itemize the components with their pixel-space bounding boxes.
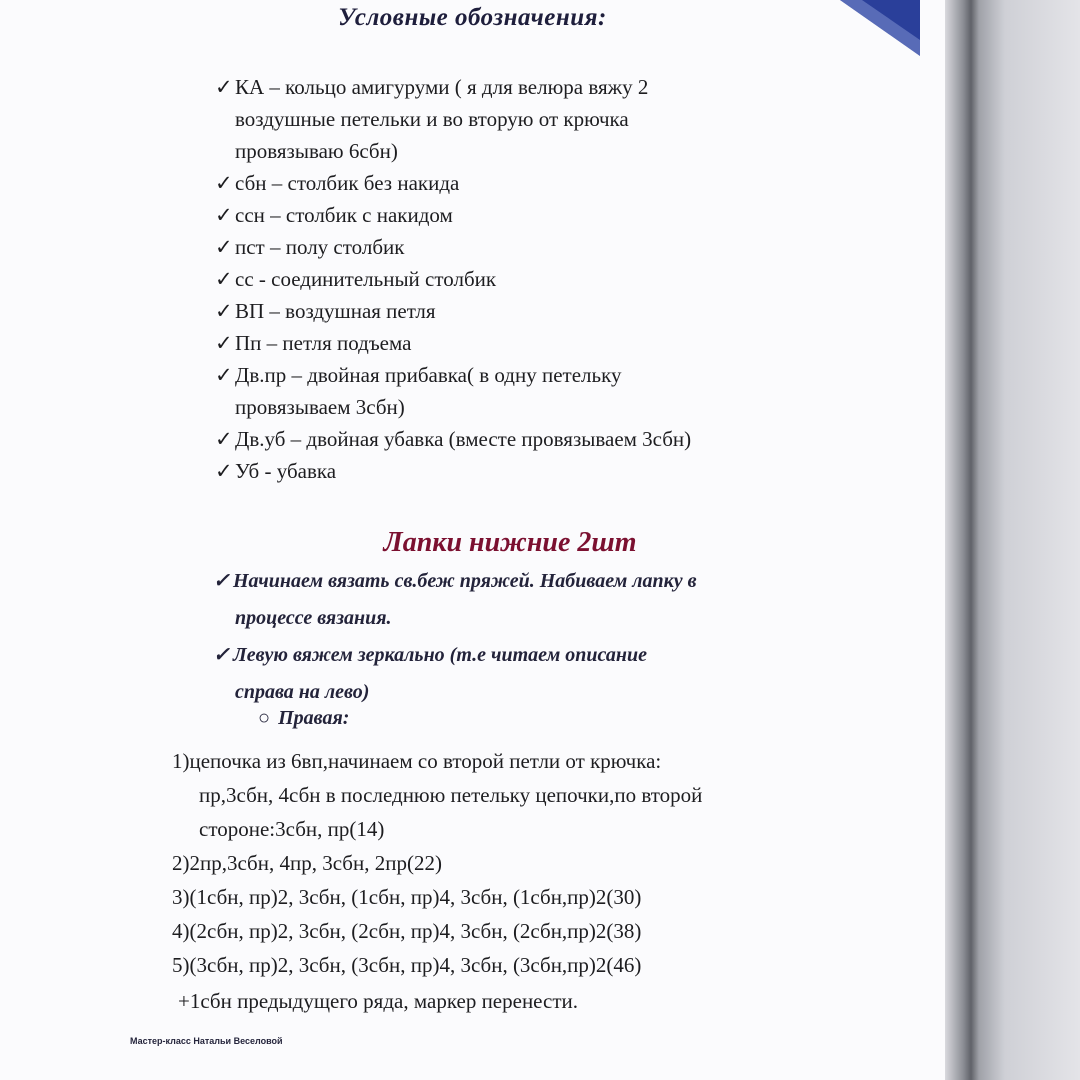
checkmark-icon: ✓ — [215, 427, 233, 451]
row-item-line: пр,3сбн, 4сбн в последнюю петельку цепочки,по второй — [199, 783, 703, 807]
section-title: Лапки нижние 2шт — [383, 527, 637, 558]
row-item — [172, 744, 702, 846]
checkmark-icon: ✓ — [215, 171, 233, 195]
checkmark-icon: ✓ — [215, 331, 233, 355]
legend-item — [215, 167, 691, 199]
legend-item — [215, 327, 691, 359]
legend-item-line: Пп – петля подъема — [235, 331, 412, 355]
legend-item — [215, 359, 691, 423]
note-item — [213, 563, 697, 637]
legend-item-line: ВП – воздушная петля — [235, 299, 436, 323]
checkmark-icon: ✓ — [215, 363, 233, 387]
legend-item-line: сбн – столбик без накида — [235, 171, 460, 195]
note-item-line: справа на лево) — [235, 681, 370, 703]
legend-list — [215, 71, 691, 487]
note-item-line: Начинаем вязать св.беж пряжей. Набиваем лапку в — [233, 570, 697, 592]
checkmark-icon: ✓ — [215, 235, 233, 259]
sub-label — [258, 702, 349, 734]
row-item — [172, 914, 702, 948]
note-item — [213, 637, 697, 711]
legend-item — [215, 199, 691, 231]
legend-item-line: Дв.уб – двойная убавка (вместе провязываем 3сбн) — [235, 427, 692, 451]
checkmark-icon: ✓ — [215, 459, 233, 483]
circle-bullet-icon: ○ — [258, 707, 271, 729]
row-instructions — [172, 744, 702, 982]
legend-heading: Условные обозначения: — [338, 4, 607, 31]
legend-item-line: ссн – столбик с накидом — [235, 203, 453, 227]
legend-item-line: Уб - убавка — [235, 459, 337, 483]
legend-item — [215, 295, 691, 327]
legend-item — [215, 71, 691, 167]
row-item-line: 3)(1сбн, пр)2, 3сбн, (1сбн, пр)4, 3сбн, (1сбн,пр)2(30) — [172, 885, 642, 909]
footer-credit: Мастер-класс Натальи Веселовой — [130, 1036, 283, 1046]
legend-item-line: пст – полу столбик — [235, 235, 405, 259]
legend-item-line: КА – кольцо амигуруми ( я для велюра вяжу 2 — [235, 75, 649, 99]
legend-item — [215, 263, 691, 295]
legend-item — [215, 423, 691, 455]
legend-item-line: провязываю 6сбн) — [235, 139, 398, 163]
legend-item-line: Дв.пр – двойная прибавка( в одну петельку — [235, 363, 622, 387]
row-item — [172, 846, 702, 880]
checkmark-icon: ✓ — [213, 570, 230, 592]
legend-item-line: сс - соединительный столбик — [235, 267, 497, 291]
tail-note: +1сбн предыдущего ряда, маркер перенести. — [178, 989, 579, 1013]
sub-label-text: Правая: — [278, 707, 350, 729]
checkmark-icon: ✓ — [215, 267, 233, 291]
row-item — [172, 948, 702, 982]
legend-item-line: воздушные петельки и во вторую от крючка — [235, 107, 629, 131]
note-item-line: процессе вязания. — [235, 607, 392, 629]
legend-item-line: провязываем 3сбн) — [235, 395, 405, 419]
row-item — [172, 880, 702, 914]
row-item-line: стороне:3сбн, пр(14) — [199, 817, 385, 841]
legend-item — [215, 455, 691, 487]
notes-list — [213, 563, 697, 711]
checkmark-icon: ✓ — [215, 299, 233, 323]
checkmark-icon: ✓ — [215, 203, 233, 227]
row-item-line: 5)(3сбн, пр)2, 3сбн, (3сбн, пр)4, 3сбн, (3сбн,пр)2(46) — [172, 953, 642, 977]
row-item-line: 2)2пр,3сбн, 4пр, 3сбн, 2пр(22) — [172, 851, 442, 875]
checkmark-icon: ✓ — [213, 644, 230, 666]
row-item-line: 4)(2сбн, пр)2, 3сбн, (2сбн, пр)4, 3сбн, (2сбн,пр)2(38) — [172, 919, 642, 943]
legend-item — [215, 231, 691, 263]
row-item-line: 1)цепочка из 6вп,начинаем со второй петли от крючка: — [172, 749, 662, 773]
checkmark-icon: ✓ — [215, 75, 233, 99]
note-item-line: Левую вяжем зеркально (т.е читаем описание — [233, 644, 647, 666]
